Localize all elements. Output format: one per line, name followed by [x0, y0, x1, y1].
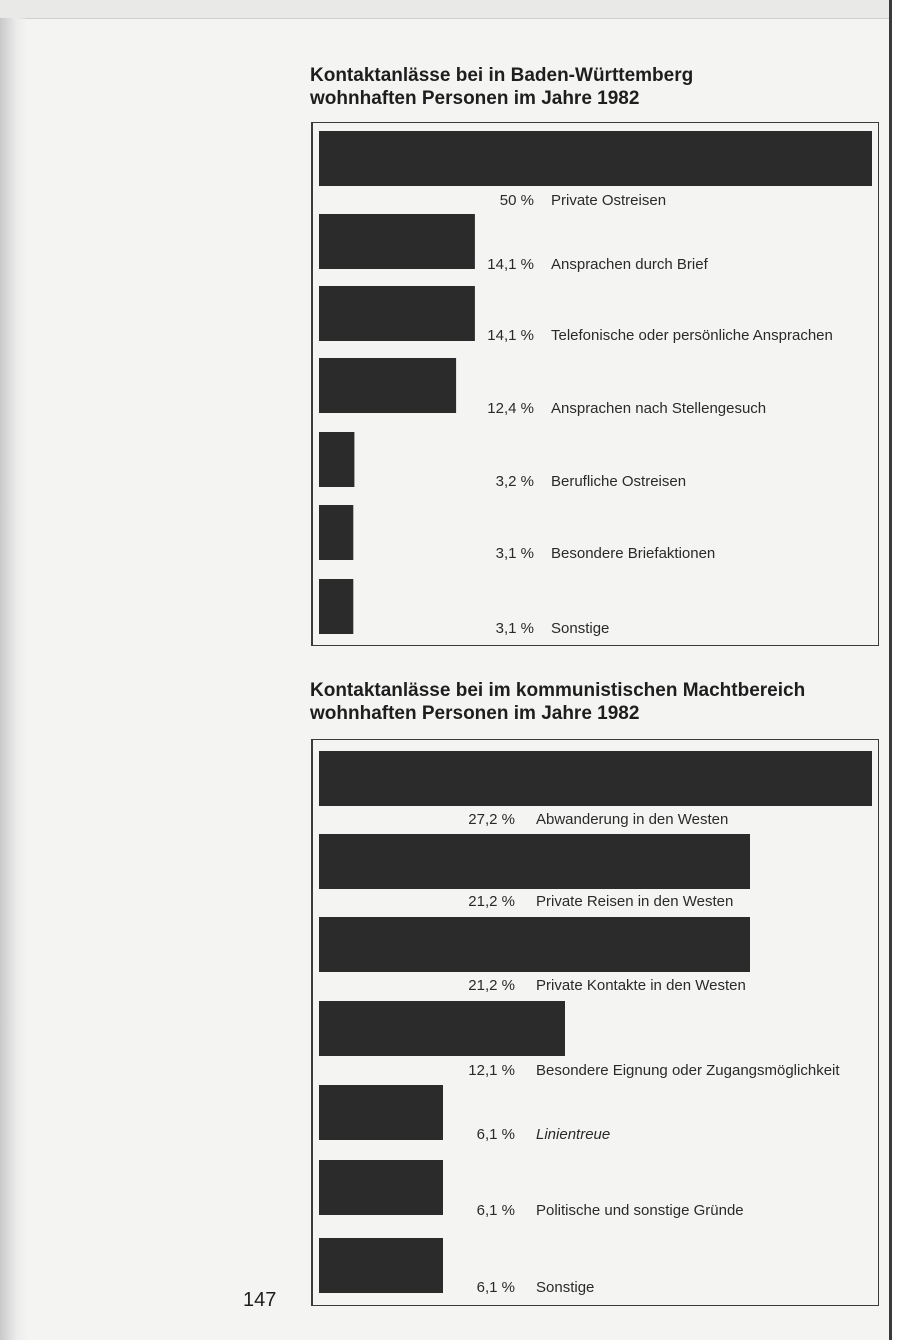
value-label-ansprachen-durch-brief: 14,1 %	[487, 256, 534, 273]
value-label-telefonische-oder-persoenliche-ansprachen: 14,1 %	[487, 327, 534, 344]
category-label-ansprachen-durch-brief: Ansprachen durch Brief	[551, 256, 708, 273]
bar-private-ostreisen	[319, 131, 872, 186]
value-label-politische-und-sonstige-gruende: 6,1 %	[476, 1202, 515, 1219]
value-label-linientreue: 6,1 %	[476, 1126, 515, 1143]
category-label-telefonische-oder-persoenliche-ansprachen: Telefonische oder persönliche Ansprachen	[551, 327, 833, 344]
bar-private-kontakte-in-den-westen	[319, 917, 750, 972]
category-label-sonstige: Sonstige	[536, 1279, 595, 1296]
value-label-sonstige: 6,1 %	[476, 1279, 515, 1296]
bar-besondere-eignung-oder-zugangsmoeglichkeit	[319, 1001, 565, 1056]
category-label-private-ostreisen: Private Ostreisen	[551, 192, 667, 209]
category-label-besondere-briefaktionen: Besondere Briefaktionen	[551, 545, 716, 562]
category-label-berufliche-ostreisen: Berufliche Ostreisen	[551, 473, 687, 490]
page-number: 147	[243, 1289, 277, 1311]
bar-abwanderung-in-den-westen	[319, 751, 872, 806]
bar-besondere-briefaktionen	[319, 505, 353, 560]
bar-sonstige	[319, 1238, 443, 1293]
value-label-abwanderung-in-den-westen: 27,2 %	[468, 811, 515, 828]
category-label-politische-und-sonstige-gruende: Politische und sonstige Gründe	[536, 1202, 744, 1219]
chart-title-line: wohnhaften Personen im Jahre 1982	[310, 703, 640, 724]
value-label-sonstige: 3,1 %	[495, 620, 534, 637]
value-label-berufliche-ostreisen: 3,2 %	[495, 473, 534, 490]
bar-ansprachen-durch-brief	[319, 214, 475, 269]
bar-berufliche-ostreisen	[319, 432, 354, 487]
category-label-ansprachen-nach-stellengesuch: Ansprachen nach Stellengesuch	[551, 400, 767, 417]
value-label-besondere-briefaktionen: 3,1 %	[495, 545, 534, 562]
value-label-private-reisen-in-den-westen: 21,2 %	[468, 893, 515, 910]
category-label-abwanderung-in-den-westen: Abwanderung in den Westen	[536, 811, 729, 828]
value-label-ansprachen-nach-stellengesuch: 12,4 %	[487, 400, 534, 417]
category-label-sonstige: Sonstige	[551, 620, 610, 637]
bar-telefonische-oder-persoenliche-ansprachen	[319, 286, 475, 341]
bar-sonstige	[319, 579, 353, 634]
chart-title-line: Kontaktanlässe bei im kommunistischen Machtbereich	[310, 680, 806, 701]
category-label-private-reisen-in-den-westen: Private Reisen in den Westen	[536, 893, 734, 910]
value-label-private-kontakte-in-den-westen: 21,2 %	[468, 977, 515, 994]
chart-title-line: Kontaktanlässe bei in Baden-Württemberg	[310, 65, 694, 86]
category-label-private-kontakte-in-den-westen: Private Kontakte in den Westen	[536, 977, 746, 994]
bar-politische-und-sonstige-gruende	[319, 1160, 443, 1215]
chart-title-line: wohnhaften Personen im Jahre 1982	[310, 88, 640, 109]
value-label-private-ostreisen: 50 %	[499, 192, 534, 209]
bar-linientreue	[319, 1085, 443, 1140]
category-label-linientreue: Linientreue	[536, 1126, 611, 1143]
category-label-besondere-eignung-oder-zugangsmoeglichkeit: Besondere Eignung oder Zugangsmöglichkeit	[536, 1062, 840, 1079]
bar-ansprachen-nach-stellengesuch	[319, 358, 456, 413]
bar-private-reisen-in-den-westen	[319, 834, 750, 889]
value-label-besondere-eignung-oder-zugangsmoeglichkeit: 12,1 %	[468, 1062, 515, 1079]
